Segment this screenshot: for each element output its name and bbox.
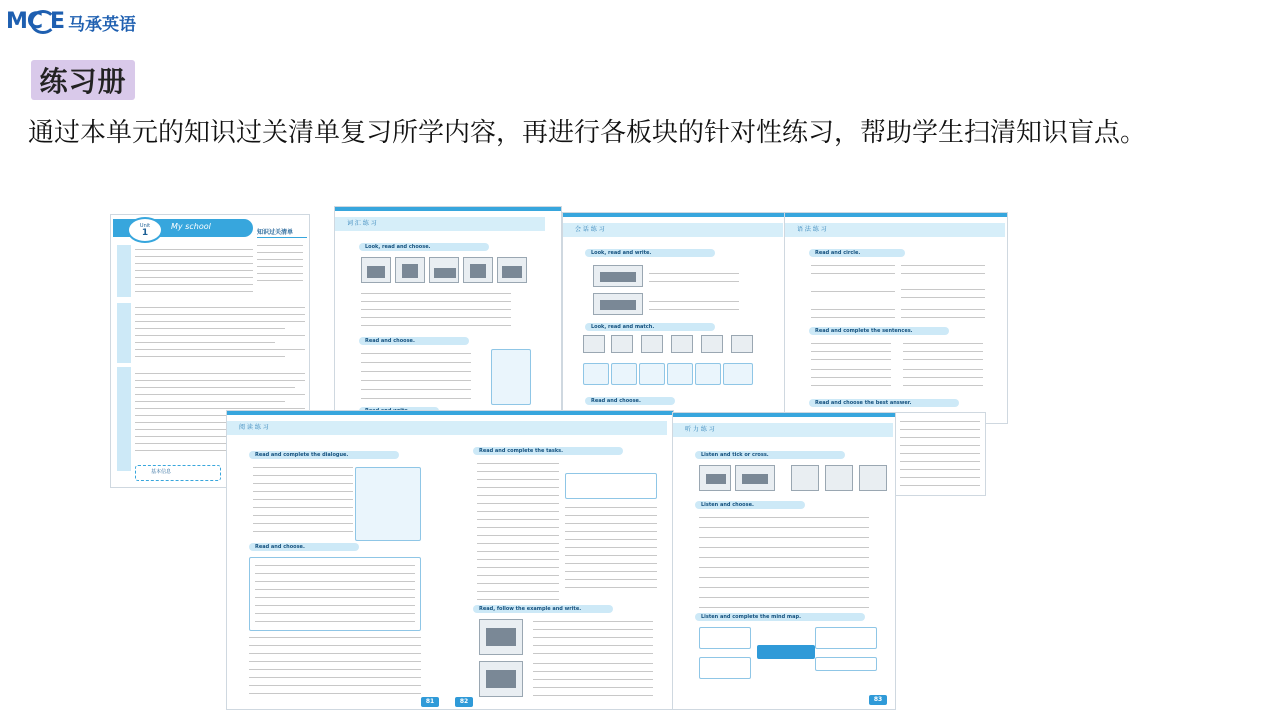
logo-text: 马承英语 [68,14,136,35]
grammar-section-3: Read and choose the best answer. [809,399,959,407]
logo-mark [6,7,70,37]
grammar-section-2: Read and complete the sentences. [809,327,949,335]
reading-section-3: Read and complete the tasks. [473,447,623,455]
slide-description: 通过本单元的知识过关清单复习所学内容，再进行各板块的针对性练习，帮助学生扫清知识盲点。 [28,118,1147,148]
page-dialogue [562,212,786,416]
reading-header: 阅 读 练 习 [227,421,667,435]
listening-section-2: Listen and choose. [695,501,805,509]
page-reading [226,410,674,710]
grammar-header: 语 法 练 习 [785,223,1005,237]
vocab-section-1: Look, read and choose. [359,243,489,251]
unit-label: Unit [139,223,151,229]
page-grammar-continued [896,412,986,496]
page-number-81: 81 [421,697,439,707]
logo-mark-e: E [50,9,66,34]
logo-mark-mc: MC [6,9,43,34]
badge-label: 练习册 [39,65,127,98]
page-number-83: 83 [869,695,887,705]
reading-section-1: Read and complete the dialogue. [249,451,399,459]
dialogue-section-2: Look, read and match. [585,323,715,331]
dialogue-section-1: Look, read and write. [585,249,715,257]
listening-header: 听 力 练 习 [673,423,893,437]
vocab-header: 词 汇 练 习 [335,217,545,231]
vocab-section-2: Read and choose. [359,337,469,345]
checklist-title: 知识过关清单 [257,229,294,236]
unit-title: My school [171,222,211,231]
listening-section-1: Listen and tick or cross. [695,451,845,459]
reading-section-4: Read, follow the example and write. [473,605,613,613]
grammar-section-1: Read and circle. [809,249,905,257]
title-badge [31,60,135,100]
page-listening [672,412,896,710]
listening-section-3: Listen and complete the mind map. [695,613,865,621]
page-vocabulary [334,206,562,416]
unit-footer: 基本信息 [151,469,172,475]
brand-logo [6,6,136,38]
unit-number: 1 [141,228,149,238]
reading-section-2: Read and choose. [249,543,359,551]
page-number-82: 82 [455,697,473,707]
page-grammar [784,212,1008,424]
dialogue-section-3: Read and choose. [585,397,675,405]
dialogue-header: 会 话 练 习 [563,223,783,237]
